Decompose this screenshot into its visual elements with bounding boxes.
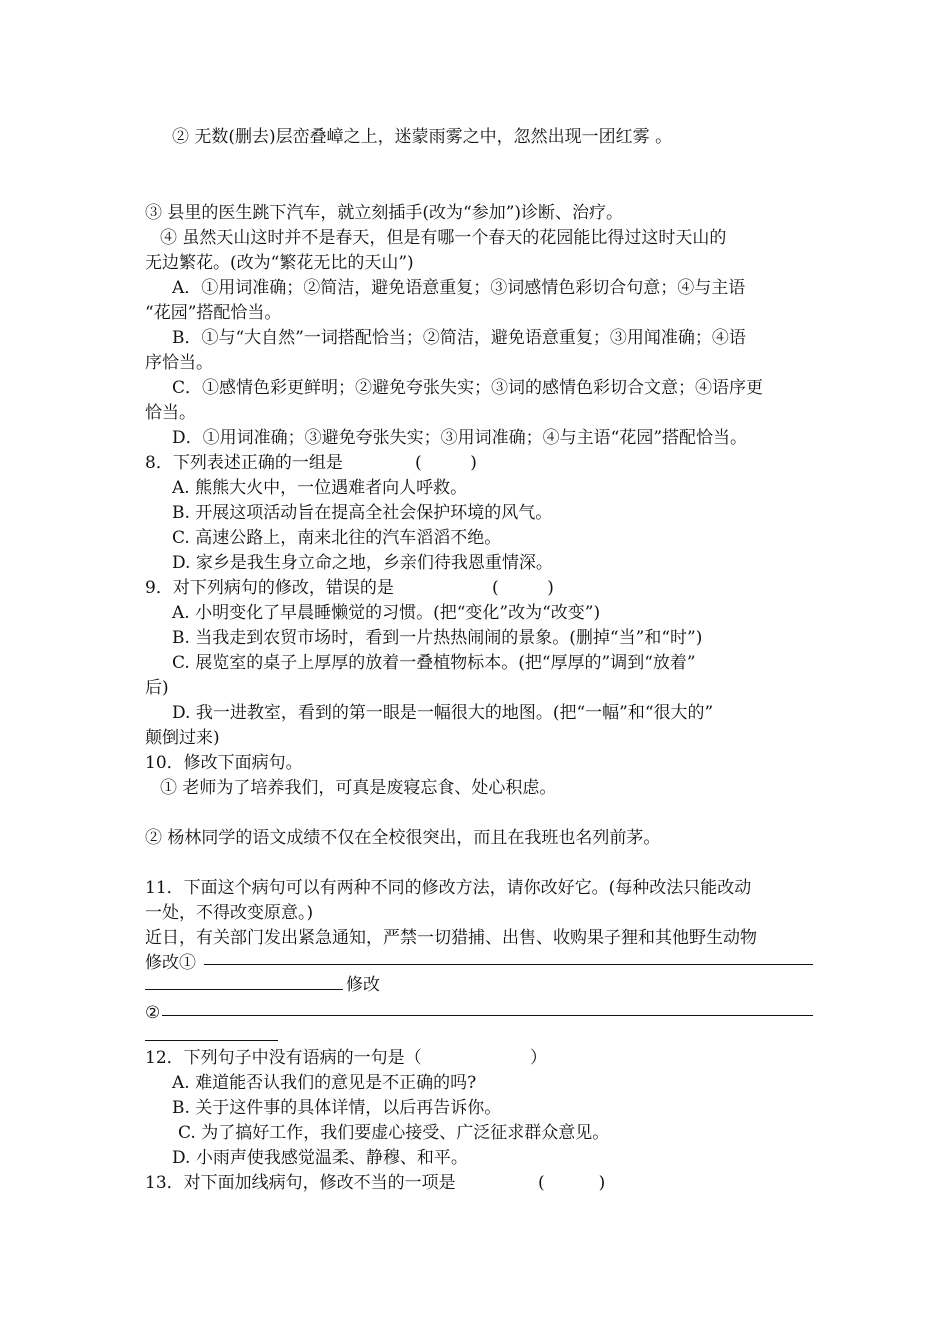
q10-sentence-1: ① 老师为了培养我们，可真是废寝忘食、处心积虑。 — [160, 778, 557, 798]
q7-sentence-3: ③ 县里的医生跳下汽车，就立刻插手(改为“参加”)诊断、治疗。 — [145, 203, 624, 223]
q12-option-d: D. 小雨声使我感觉温柔、静穆、和平。 — [172, 1148, 468, 1168]
q11-fix-2-label: 修改 — [346, 975, 380, 995]
q7-sentence-2: ② 无数(删去)层峦叠嶂之上，迷蒙雨雾之中，忽然出现一团红雾 。 — [172, 127, 673, 147]
q8-stem: 8．下列表述正确的一组是 — [145, 453, 343, 473]
q9-option-c-line-1: C. 展览室的桌子上厚厚的放着一叠植物标本。(把“厚厚的”调到“放着” — [172, 653, 696, 673]
q10-sentence-2: ② 杨林同学的语文成绩不仅在全校很突出，而且在我班也名列前茅。 — [145, 828, 661, 848]
q11-stem-line-1: 11．下面这个病句可以有两种不同的修改方法，请你改好它。(每种改法只能改动 — [145, 878, 752, 898]
q9-option-d-line-2: 颠倒过来) — [145, 728, 220, 748]
q9-option-a: A. 小明变化了早晨睡懒觉的习惯。(把“变化”改为“改变”) — [172, 603, 601, 623]
q11-fix-1-answer-line[interactable] — [204, 964, 813, 965]
q7-option-c-line-2: 恰当。 — [145, 403, 196, 423]
q12-answer-paren-close: ） — [530, 1048, 547, 1068]
q11-fix-1-label: 修改① — [145, 953, 196, 973]
q11-fix-1-answer-line-cont[interactable] — [145, 989, 343, 990]
q9-option-c-line-2: 后) — [145, 678, 169, 698]
q10-stem: 10．修改下面病句。 — [145, 753, 303, 773]
q7-option-a-line-1: A．①用词准确；②简洁，避免语意重复；③词感情色彩切合句意；④与主语 — [172, 278, 746, 298]
q12-option-b: B. 关于这件事的具体详情，以后再告诉你。 — [172, 1098, 502, 1118]
q8-option-b: B. 开展这项活动旨在提高全社会保护环境的风气。 — [172, 503, 553, 523]
q8-option-a: A. 熊熊大火中，一位遇难者向人呼救。 — [172, 478, 468, 498]
q11-fix-2-answer-line-cont[interactable] — [145, 1040, 278, 1041]
q11-stem-line-2: 一处，不得改变原意。) — [145, 903, 314, 923]
q12-option-c: C. 为了搞好工作，我们要虚心接受、广泛征求群众意见。 — [178, 1123, 610, 1143]
q7-sentence-4-line-1: ④ 虽然天山这时并不是春天，但是有哪一个春天的花园能比得过这时天山的 — [160, 228, 727, 248]
q9-option-d-line-1: D. 我一进教室，看到的第一眼是一幅很大的地图。(把“一幅”和“很大的” — [172, 703, 714, 723]
q12-stem: 12．下列句子中没有语病的一句是（ — [145, 1048, 422, 1068]
q9-answer-paren: ( ) — [492, 578, 554, 598]
q12-option-a: A. 难道能否认我们的意见是不正确的吗? — [172, 1073, 477, 1093]
q8-answer-paren: ( ) — [415, 453, 477, 473]
q8-option-c: C. 高速公路上，南来北往的汽车滔滔不绝。 — [172, 528, 502, 548]
q11-fix-2-number: ② — [145, 1003, 161, 1023]
q11-sentence: 近日，有关部门发出紧急通知，严禁一切猎捕、出售、收购果子狸和其他野生动物 — [145, 928, 757, 948]
q13-answer-paren: ( ) — [538, 1173, 606, 1193]
q7-sentence-4-line-2: 无边繁花。(改为“繁花无比的天山”) — [145, 253, 414, 273]
q9-option-b: B. 当我走到农贸市场时，看到一片热热闹闹的景象。(删掉“当”和“时”) — [172, 628, 703, 648]
q7-option-b-line-2: 序恰当。 — [145, 353, 213, 373]
q7-option-a-line-2: “花园”搭配恰当。 — [145, 303, 282, 323]
q11-fix-2-answer-line[interactable] — [162, 1015, 813, 1016]
q9-stem: 9．对下列病句的修改，错误的是 — [145, 578, 394, 598]
q7-option-b-line-1: B．①与“大自然”一词搭配恰当；②简洁，避免语意重复；③用闻准确；④语 — [172, 328, 746, 348]
q8-option-d: D. 家乡是我生身立命之地，乡亲们待我恩重情深。 — [172, 553, 553, 573]
q13-stem: 13．对下面加线病句，修改不当的一项是 — [145, 1173, 456, 1193]
q7-option-d: D．①用词准确；③避免夸张失实；③用词准确；④与主语“花园”搭配恰当。 — [172, 428, 748, 448]
q7-option-c-line-1: C．①感情色彩更鲜明；②避免夸张失实；③词的感情色彩切合文意；④语序更 — [172, 378, 764, 398]
